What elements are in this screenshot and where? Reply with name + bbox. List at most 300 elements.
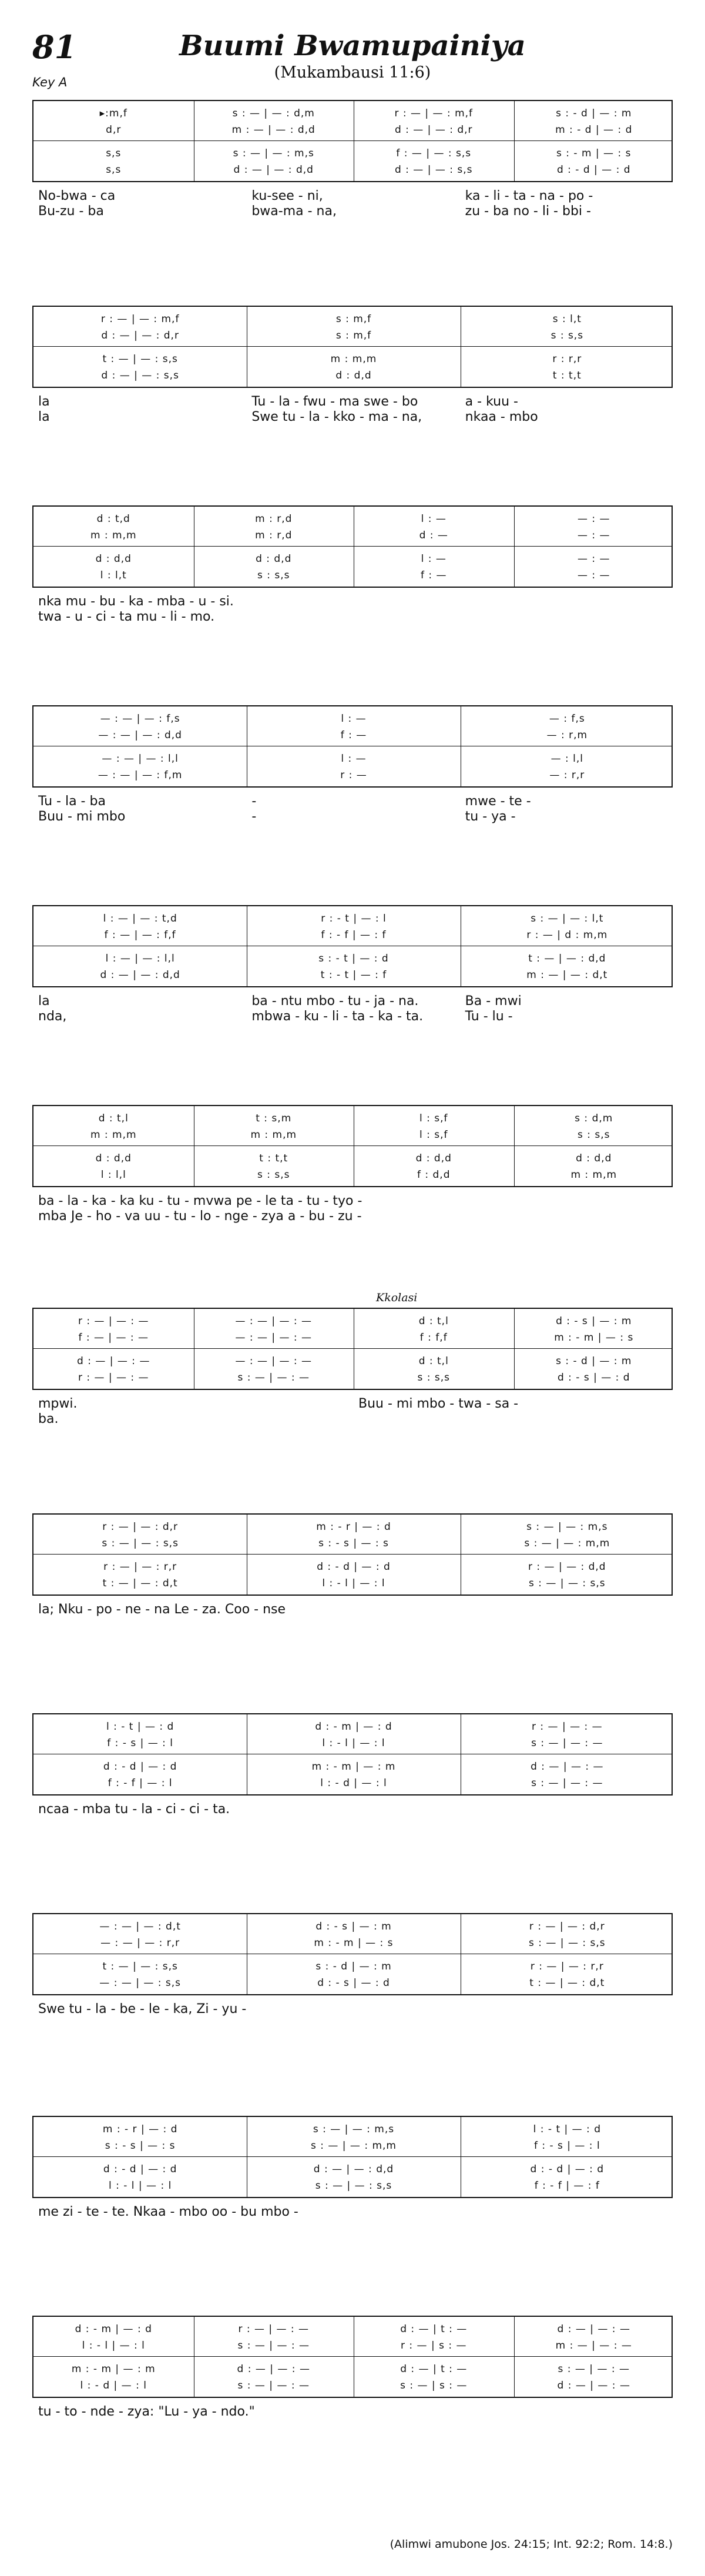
lyric-line xyxy=(32,1411,673,1428)
solfa-measure: d : d,d xyxy=(335,370,372,381)
solfa-measure: m : m,m xyxy=(90,530,137,541)
voice-row xyxy=(33,2337,674,2354)
hymn-header xyxy=(0,0,705,94)
voice-row xyxy=(33,327,674,344)
solfa-measure: — : — | — : d,t xyxy=(99,1921,181,1932)
solfa-measure: t : s,m xyxy=(256,1113,292,1124)
music-system xyxy=(32,2316,673,2504)
solfa-measure: d : — | — : d,r xyxy=(101,330,179,341)
solfa-measure: t : — | — : s,s xyxy=(102,1961,178,1972)
solfa-measure: d,r xyxy=(106,124,122,136)
solfa-measure: d : t,l xyxy=(418,1355,449,1367)
voice-row xyxy=(33,567,674,584)
music-system xyxy=(32,505,673,694)
solfa-measure: — : — xyxy=(577,570,610,581)
cross-references: (Alimwi amubone Jos. 24:15; Int. 92:2; Rom. 14:8.) xyxy=(390,2538,673,2551)
voice-row xyxy=(33,510,674,528)
solfa-measure: ▸:m,f xyxy=(99,108,127,119)
voice-row xyxy=(33,1558,674,1576)
solfa-measure: r : r,r xyxy=(552,353,582,365)
solfa-measure: m : m,m xyxy=(570,1169,617,1181)
section-mark: Kkolasi xyxy=(376,1291,418,1304)
solfa-measure: m : m,m xyxy=(250,1129,297,1141)
solfa-measure: l : — xyxy=(341,713,367,725)
voice-row xyxy=(33,1774,674,1792)
lyric-chunk: No-bwa - ca xyxy=(38,189,116,203)
lyric-chunk: mpwi. xyxy=(38,1396,78,1411)
lyric-chunk: Bu-zu - ba xyxy=(38,204,104,219)
staff xyxy=(32,905,673,987)
voice-row xyxy=(33,1974,674,1992)
solfa-measure: r : — | — : r,r xyxy=(103,1561,177,1573)
solfa-measure: s : — | — : m,s xyxy=(233,148,314,159)
solfa-measure: — : — | — : l,l xyxy=(102,753,179,765)
lyric-chunk: - xyxy=(251,794,257,809)
voice-row xyxy=(33,2377,674,2394)
solfa-measure: t : — | — : s,s xyxy=(102,353,178,365)
solfa-measure: l : - l | — : l xyxy=(322,1737,385,1749)
solfa-measure: l : l,l xyxy=(100,1169,126,1181)
solfa-measure: s : — | — : s,s xyxy=(529,1937,606,1949)
solfa-measure: t : — | — : d,t xyxy=(102,1577,178,1589)
solfa-measure: d : — | — : d,d xyxy=(233,164,314,176)
solfa-measure: s,s xyxy=(106,164,122,176)
solfa-measure: s : - d | — : m xyxy=(556,1355,632,1367)
voice-row xyxy=(33,1166,674,1184)
lyric-line xyxy=(32,394,673,410)
voice-row xyxy=(33,2137,674,2155)
solfa-measure: d : - d | — : d xyxy=(556,164,631,176)
solfa-measure: d : — xyxy=(419,530,448,541)
solfa-measure: s,s xyxy=(106,148,122,159)
voice-row xyxy=(33,145,674,162)
solfa-measure: s : — | — : d,m xyxy=(232,108,315,119)
lyric-chunk: ba. xyxy=(38,1412,59,1426)
solfa-measure: d : — | — : — xyxy=(557,2380,630,2391)
staff-divider xyxy=(33,2156,672,2157)
solfa-measure: s : — | — : s,s xyxy=(529,1577,606,1589)
music-system xyxy=(32,2116,673,2304)
voice-row xyxy=(33,750,674,768)
solfa-measure: d : — | — : — xyxy=(237,2363,310,2375)
voice-row xyxy=(33,1126,674,1144)
solfa-measure: l : s,f xyxy=(419,1113,448,1124)
lyric-chunk: zu - ba no - li - bbi - xyxy=(465,204,591,219)
solfa-measure: m : - r | — : d xyxy=(316,1521,391,1533)
solfa-measure: d : — | — : d,d xyxy=(313,2163,394,2175)
voice-row xyxy=(33,2121,674,2138)
solfa-measure: f : — | — : s,s xyxy=(396,148,472,159)
lyric-line xyxy=(32,188,673,205)
solfa-measure: f : — xyxy=(420,570,447,581)
solfa-measure: d : - s | — : m xyxy=(556,1315,632,1327)
solfa-measure: d : — | t : — xyxy=(400,2323,468,2335)
solfa-measure: t : — | — : d,t xyxy=(529,1977,605,1989)
solfa-measure: — : — | — : f,m xyxy=(98,769,183,781)
solfa-measure: r : — | — : m,f xyxy=(394,108,474,119)
lyric-chunk: - xyxy=(251,809,257,824)
staff xyxy=(32,100,673,182)
solfa-measure: d : — | — : s,s xyxy=(101,370,179,381)
solfa-measure: m : - m | — : m xyxy=(71,2363,156,2375)
lyric-line xyxy=(32,1396,673,1412)
solfa-measure: l : l,t xyxy=(100,570,127,581)
lyric-chunk: la xyxy=(38,994,50,1009)
solfa-measure: s : — | — : m,s xyxy=(526,1521,608,1533)
voice-row xyxy=(33,910,674,927)
solfa-measure: — : — | — : f,s xyxy=(100,713,180,725)
solfa-measure: d : d,d xyxy=(256,553,292,565)
solfa-measure: l : - d | — : l xyxy=(320,1777,387,1789)
solfa-measure: r : — | — : — xyxy=(532,1721,603,1733)
solfa-measure: d : - d | — : d xyxy=(317,1561,391,1573)
music-system xyxy=(32,1913,673,2101)
solfa-measure: r : — | s : — xyxy=(401,2340,467,2351)
solfa-measure: m : r,d xyxy=(255,513,293,525)
solfa-measure: — : — | — : — xyxy=(235,1332,313,1344)
voice-row xyxy=(33,1329,674,1346)
voice-row xyxy=(33,926,674,944)
lyric-chunk: twa - u - ci - ta mu - li - mo. xyxy=(38,609,215,624)
solfa-measure: r : — | — : d,d xyxy=(528,1561,606,1573)
staff xyxy=(32,2116,673,2198)
solfa-measure: d : - s | — : d xyxy=(557,1372,630,1384)
solfa-measure: l : - d | — : l xyxy=(80,2380,147,2391)
lyric-chunk: la xyxy=(38,394,50,409)
solfa-measure: d : t,l xyxy=(98,1113,129,1124)
solfa-measure: d : - d | — : d xyxy=(103,2163,177,2175)
music-system xyxy=(32,905,673,1093)
solfa-measure: d : — | t : — xyxy=(400,2363,468,2375)
solfa-measure: s : — | — : s,s xyxy=(315,2180,392,2192)
solfa-measure: s : - d | — : m xyxy=(315,1961,392,1972)
solfa-measure: s : s,s xyxy=(550,330,584,341)
solfa-measure: t : t,t xyxy=(552,370,582,381)
solfa-measure: r : — | — : — xyxy=(78,1315,149,1327)
solfa-measure: r : - t | — : l xyxy=(321,913,387,924)
lyric-line xyxy=(32,1801,673,1818)
solfa-measure: m : — | — : — xyxy=(555,2340,632,2351)
solfa-measure: m : - d | — : d xyxy=(555,124,633,136)
lyric-chunk: ba - ntu mbo - tu - ja - na. xyxy=(251,994,419,1009)
lyric-line xyxy=(32,594,673,610)
staff-divider xyxy=(33,346,672,347)
solfa-measure: t : — | — : d,d xyxy=(528,953,606,964)
solfa-measure: — : — xyxy=(577,513,610,525)
solfa-measure: l : - t | — : d xyxy=(533,2123,601,2135)
staff xyxy=(32,1105,673,1187)
solfa-measure: d : d,d xyxy=(415,1153,452,1164)
solfa-measure: f : — | — : — xyxy=(78,1332,149,1344)
lyric-line xyxy=(32,2016,673,2033)
lyric-chunk: la; Nku - po - ne - na Le - za. Coo - nse xyxy=(38,1602,286,1617)
lyric-chunk: tu - ya - xyxy=(465,809,516,824)
lyric-line xyxy=(32,1009,673,1025)
voice-row xyxy=(33,105,674,122)
solfa-measure: s : — | — : — xyxy=(531,1737,603,1749)
solfa-measure: m : - m | — : s xyxy=(554,1332,634,1344)
staff xyxy=(32,2316,673,2398)
lyric-line xyxy=(32,2419,673,2436)
lyric-chunk: tu - to - nde - zya: "Lu - ya - ndo." xyxy=(38,2404,255,2419)
lyric-chunk: Tu - la - ba xyxy=(38,794,106,809)
solfa-measure: f : - f | — : f xyxy=(534,2180,600,2192)
solfa-measure: m : - r | — : d xyxy=(102,2123,178,2135)
solfa-measure: r : — | — : d,r xyxy=(102,1521,179,1533)
voice-row xyxy=(33,1535,674,1552)
solfa-measure: — : r,r xyxy=(549,769,585,781)
lyric-line xyxy=(32,2219,673,2236)
voice-row xyxy=(33,161,674,179)
lyric-chunk: nda, xyxy=(38,1009,67,1024)
voice-row xyxy=(33,950,674,967)
lyric-chunk: ku-see - ni, xyxy=(251,189,323,203)
solfa-measure: s : - t | — : d xyxy=(318,953,389,964)
solfa-measure: s : — | — : — xyxy=(237,2340,310,2351)
staff-divider xyxy=(33,140,672,141)
solfa-measure: — : — xyxy=(577,553,610,565)
solfa-measure: — : — | — : — xyxy=(235,1355,313,1367)
voice-row xyxy=(33,1718,674,1736)
lyric-line xyxy=(32,1617,673,1633)
solfa-measure: s : — | — : — xyxy=(531,1777,603,1789)
music-system xyxy=(32,1713,673,1901)
solfa-measure: f : - s | — : l xyxy=(107,1737,174,1749)
staff xyxy=(32,505,673,588)
lyric-line xyxy=(32,2404,673,2420)
lyric-line xyxy=(32,203,673,220)
lyric-chunk: Tu - lu - xyxy=(465,1009,513,1024)
scripture-reference: (Mukambausi 11:6) xyxy=(274,63,431,82)
staff-divider xyxy=(33,1348,672,1349)
lyric-chunk: Swe tu - la - be - le - ka, Zi - yu - xyxy=(38,2002,247,2016)
staff-divider xyxy=(33,2356,672,2357)
solfa-measure: r : — | — : r,r xyxy=(530,1961,604,1972)
lyric-line xyxy=(32,1817,673,1833)
solfa-measure: s : — | — : — xyxy=(237,1372,310,1384)
solfa-measure: s : l,t xyxy=(552,313,582,325)
voice-row xyxy=(33,726,674,744)
solfa-measure: m : r,d xyxy=(255,530,293,541)
solfa-measure: s : s,s xyxy=(257,570,290,581)
solfa-measure: l : - t | — : d xyxy=(106,1721,174,1733)
solfa-measure: m : - m | — : m xyxy=(311,1761,396,1773)
solfa-measure: s : — | — : — xyxy=(558,2363,630,2375)
solfa-measure: f : f,f xyxy=(419,1332,448,1344)
lyric-chunk: mba Je - ho - va uu - tu - lo - nge - zya a - bu - zu - xyxy=(38,1209,362,1224)
staff-divider xyxy=(33,1145,672,1146)
solfa-measure: d : d,d xyxy=(576,1153,612,1164)
staff xyxy=(32,1308,673,1390)
voice-row xyxy=(33,1934,674,1952)
voice-row xyxy=(33,2360,674,2378)
solfa-measure: l : - l | — : l xyxy=(109,2180,172,2192)
solfa-measure: s : - d | — : m xyxy=(556,108,632,119)
solfa-measure: l : — xyxy=(421,513,446,525)
solfa-measure: d : — | — : d,d xyxy=(100,969,180,981)
voice-row xyxy=(33,310,674,328)
solfa-measure: d : - s | — : d xyxy=(317,1977,390,1989)
solfa-measure: m : - m | — : s xyxy=(314,1937,394,1949)
voice-row xyxy=(33,367,674,384)
solfa-measure: d : - m | — : d xyxy=(75,2323,152,2335)
solfa-measure: s : — | s : — xyxy=(400,2380,468,2391)
lyric-line xyxy=(32,2001,673,2018)
solfa-measure: s : — | — : s,s xyxy=(102,1537,179,1549)
lyric-line xyxy=(32,1193,673,1210)
solfa-measure: d : d,d xyxy=(95,1153,132,1164)
solfa-measure: f : d,d xyxy=(417,1169,451,1181)
solfa-measure: d : t,l xyxy=(418,1315,449,1327)
lyric-chunk: bwa-ma - na, xyxy=(251,204,337,219)
staff xyxy=(32,1913,673,1995)
solfa-measure: s : — | — : — xyxy=(237,2380,310,2391)
voice-row xyxy=(33,1312,674,1330)
staff xyxy=(32,705,673,788)
solfa-measure: m : m,m xyxy=(330,353,377,365)
solfa-measure: l : - l | — : l xyxy=(322,1577,385,1589)
voice-row xyxy=(33,1918,674,1935)
solfa-measure: r : — | — : d,r xyxy=(529,1921,605,1932)
solfa-measure: l : — xyxy=(421,553,446,565)
solfa-measure: l : s,f xyxy=(419,1129,448,1141)
solfa-measure: s : — | — : l,t xyxy=(531,913,604,924)
solfa-measure: d : - m | — : d xyxy=(315,1721,392,1733)
solfa-measure: s : — | — : m,m xyxy=(310,2140,397,2152)
solfa-measure: — : — | — : s,s xyxy=(99,1977,182,1989)
lyric-chunk: Swe tu - la - kko - ma - na, xyxy=(251,410,422,424)
voice-row xyxy=(33,1369,674,1386)
solfa-measure: f : — | — : f,f xyxy=(104,929,176,941)
lyric-line xyxy=(32,409,673,426)
voice-row xyxy=(33,121,674,139)
lyric-chunk: Ba - mwi xyxy=(465,994,522,1009)
lyric-chunk: me zi - te - te. Nkaa - mbo oo - bu mbo - xyxy=(38,2205,298,2219)
voice-row xyxy=(33,1352,674,1370)
solfa-measure: — : — | — : — xyxy=(235,1315,313,1327)
solfa-measure: f : - f | — : l xyxy=(108,1777,173,1789)
voice-row xyxy=(33,550,674,568)
staff-divider xyxy=(33,546,672,547)
solfa-measure: l : — | — : l,l xyxy=(105,953,175,964)
voice-row xyxy=(33,1758,674,1776)
solfa-measure: t : t,t xyxy=(259,1153,288,1164)
solfa-measure: s : m,f xyxy=(335,330,372,341)
solfa-measure: d : t,d xyxy=(96,513,130,525)
solfa-measure: l : — | — : t,d xyxy=(103,913,177,924)
solfa-measure: d : - d | — : d xyxy=(103,1761,177,1773)
solfa-measure: s : - s | — : s xyxy=(318,1537,389,1549)
solfa-measure: l : - l | — : l xyxy=(82,2340,145,2351)
lyric-chunk: ba - la - ka - ka ku - tu - mvwa pe - le ta - tu - tyo - xyxy=(38,1194,362,1208)
solfa-measure: — : l,l xyxy=(550,753,584,765)
solfa-measure: f : — xyxy=(340,729,367,741)
solfa-measure: d : - s | — : m xyxy=(315,1921,392,1932)
staff xyxy=(32,1713,673,1796)
lyric-chunk: Tu - la - fwu - ma swe - bo xyxy=(251,394,418,409)
staff-divider xyxy=(33,1554,672,1555)
solfa-measure: s : m,f xyxy=(335,313,372,325)
solfa-measure: m : m,m xyxy=(90,1129,137,1141)
voice-row xyxy=(33,766,674,784)
lyric-chunk: Buu - mi mbo xyxy=(38,809,126,824)
solfa-measure: s : — | — : m,s xyxy=(313,2123,395,2135)
solfa-measure: s : s,s xyxy=(577,1129,610,1141)
solfa-measure: s : s,s xyxy=(417,1372,450,1384)
solfa-measure: r : — | — : — xyxy=(78,1372,149,1384)
lyric-line xyxy=(32,793,673,810)
solfa-measure: s : — | — : m,m xyxy=(524,1537,610,1549)
hymn-title: Buumi Bwamupainiya xyxy=(179,29,526,62)
music-system xyxy=(32,100,673,288)
lyric-chunk: nka mu - bu - ka - mba - u - si. xyxy=(38,594,234,609)
staff xyxy=(32,1513,673,1596)
voice-row xyxy=(33,1734,674,1752)
solfa-measure: s : - s | — : s xyxy=(105,2140,176,2152)
solfa-measure: d : — | — : — xyxy=(531,1761,604,1773)
solfa-measure: — : r,m xyxy=(546,729,588,741)
solfa-measure: m : — | — : d,t xyxy=(526,969,608,981)
solfa-measure: f : - s | — : l xyxy=(533,2140,600,2152)
voice-row xyxy=(33,527,674,544)
solfa-measure: s : s,s xyxy=(257,1169,290,1181)
solfa-measure: l : — xyxy=(341,753,367,765)
solfa-measure: m : — | — : d,d xyxy=(231,124,315,136)
lyric-chunk: mbwa - ku - li - ta - ka - ta. xyxy=(251,1009,424,1024)
solfa-measure: d : - d | — : d xyxy=(530,2163,605,2175)
solfa-measure: — : f,s xyxy=(549,713,585,725)
lyric-chunk: a - kuu - xyxy=(465,394,518,409)
solfa-measure: s : d,m xyxy=(575,1113,613,1124)
lyric-chunk: ncaa - mba tu - la - ci - ci - ta. xyxy=(38,1802,230,1817)
music-system xyxy=(32,1308,673,1496)
solfa-measure: f : - f | — : f xyxy=(321,929,387,941)
voice-row xyxy=(33,1150,674,1167)
solfa-measure: — : — xyxy=(577,530,610,541)
solfa-measure: r : — xyxy=(340,769,367,781)
music-system xyxy=(32,705,673,893)
solfa-measure: r : — | d : m,m xyxy=(526,929,608,941)
voice-row xyxy=(33,1110,674,1127)
hymn-number: 81 xyxy=(32,28,77,66)
voice-row xyxy=(33,1575,674,1592)
lyric-chunk: la xyxy=(38,410,50,424)
solfa-measure: r : — | — : — xyxy=(238,2323,310,2335)
music-system xyxy=(32,1105,673,1293)
solfa-measure: d : — | — : — xyxy=(77,1355,150,1367)
solfa-measure: d : d,d xyxy=(95,553,132,565)
voice-row xyxy=(33,2177,674,2195)
music-system xyxy=(32,1513,673,1701)
staff xyxy=(32,306,673,388)
lyric-line xyxy=(32,2204,673,2220)
voice-row xyxy=(33,1518,674,1536)
music-system xyxy=(32,306,673,494)
lyric-chunk: mwe - te - xyxy=(465,794,531,809)
lyric-line xyxy=(32,1602,673,1618)
lyric-line xyxy=(32,609,673,625)
voice-row xyxy=(33,966,674,984)
voice-row xyxy=(33,2320,674,2338)
voice-row xyxy=(33,2160,674,2178)
voice-row xyxy=(33,710,674,728)
lyric-line xyxy=(32,993,673,1010)
key-signature: Key A xyxy=(32,75,68,89)
solfa-measure: — : — | — : r,r xyxy=(100,1937,180,1949)
solfa-measure: d : — | — : d,r xyxy=(394,124,473,136)
lyric-chunk: Buu - mi mbo - twa - sa - xyxy=(358,1396,519,1411)
solfa-measure: t : - t | — : f xyxy=(320,969,387,981)
